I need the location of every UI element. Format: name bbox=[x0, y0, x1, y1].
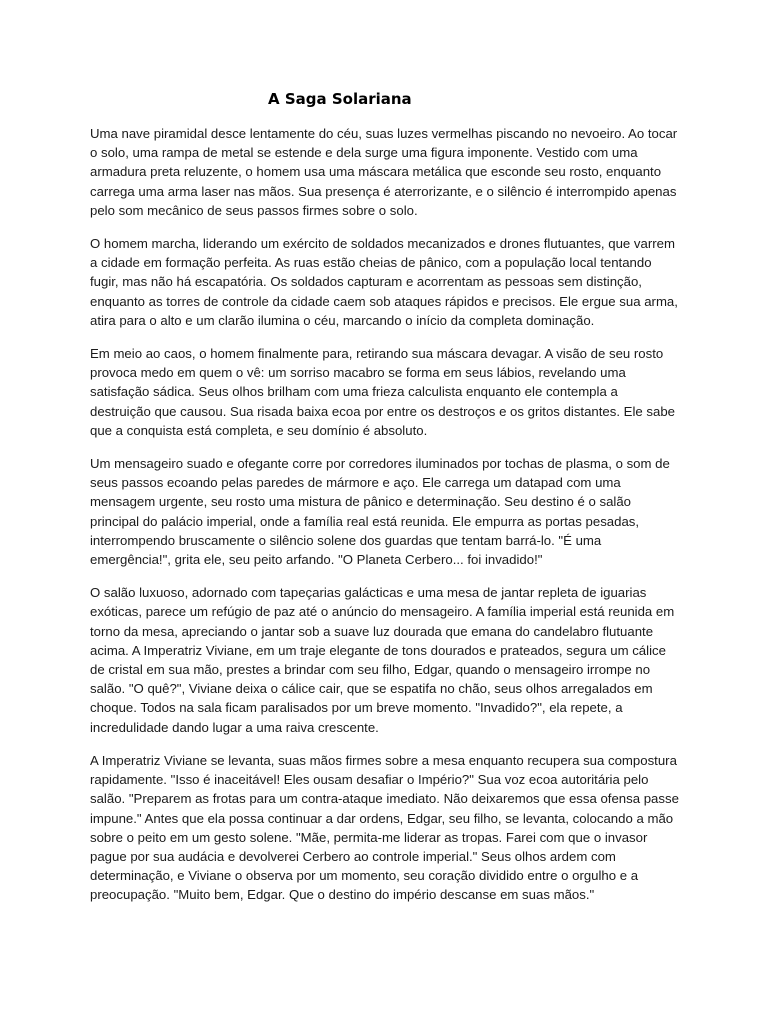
document-body bbox=[90, 124, 682, 919]
document-title: A Saga Solariana bbox=[268, 90, 412, 108]
paragraph: O salão luxuoso, adornado com tapeçarias galácticas e uma mesa de jantar repleta de iguarias exóticas, parece um refúgio de paz até o anúncio do mensageiro. A família imperial está reunida em torno da mesa, apreciando o jantar sob a suave luz dourada que emana do candelabro flutuante acima. A Imperatriz Viviane, em um traje elegante de tons dourados e prateados, segura um cálice de cristal em sua mão, prestes a brindar com seu filho, Edgar, quando o mensageiro irrompe no salão. "O quê?", Viviane deixa o cálice cair, que se espatifa no chão, seus olhos arregalados em choque. Todos na sala ficam paralisados por um breve momento. "Invadido?", ela repete, a incredulidade dando lugar a uma raiva crescente. bbox=[90, 585, 675, 735]
paragraph: Em meio ao caos, o homem finalmente para, retirando sua máscara devagar. A visão de seu rosto provoca medo em quem o vê: um sorriso macabro se forma em seus lábios, revelando uma satisfação sádica. Seus olhos brilham com uma frieza calculista enquanto ele contempla a destruição que causou. Sua risada baixa ecoa por entre os destroços e os gritos distantes. Ele sabe que a conquista está completa, e seu domínio é absoluto. bbox=[90, 346, 675, 438]
paragraph: Um mensageiro suado e ofegante corre por corredores iluminados por tochas de plasma, o som de seus passos ecoando pelas paredes de mármore e aço. Ele carrega um datapad com uma mensagem urgente, seu rosto uma mistura de pânico e determinação. Seu destino é o salão principal do palácio imperial, onde a família real está reunida. Ele empurra as portas pesadas, interrompendo bruscamente o silêncio solene dos guardas que tentam barrá-lo. "É uma emergência!", grita ele, seu peito arfando. "O Planeta Cerbero... foi invadido!" bbox=[90, 456, 670, 568]
paragraph: O homem marcha, liderando um exército de soldados mecanizados e drones flutuantes, que varrem a cidade em formação perfeita. As ruas estão cheias de pânico, com a população local tentando fugir, mas não há escapatória. Os soldados capturam e acorrentam as pessoas sem distinção, enquanto as torres de controle da cidade caem sob ataques rápidos e precisos. Ele ergue sua arma, atira para o alto e um clarão ilumina o céu, marcando o início da completa dominação. bbox=[90, 236, 678, 328]
paragraph: A Imperatriz Viviane se levanta, suas mãos firmes sobre a mesa enquanto recupera sua compostura rapidamente. "Isso é inaceitável! Eles ousam desafiar o Império?" Sua voz ecoa autoritária pelo salão. "Preparem as frotas para um contra-ataque imediato. Não deixaremos que essa ofensa passe impune." Antes que ela possa continuar a dar ordens, Edgar, seu filho, se levanta, colocando a mão sobre o peito em um gesto solene. "Mãe, permita-me liderar as tropas. Farei com que o invasor pague por sua audácia e devolverei Cerbero ao controle imperial." Seus olhos ardem com determinação, e Viviane o observa por um momento, seu coração dividido entre o orgulho e a preocupação. "Muito bem, Edgar. Que o destino do império descanse em suas mãos." bbox=[90, 752, 679, 903]
paragraph: Uma nave piramidal desce lentamente do céu, suas luzes vermelhas piscando no nevoeiro. Ao tocar o solo, uma rampa de metal se estende e dela surge uma figura imponente. Vestido com uma armadura preta reluzente, o homem usa uma máscara metálica que esconde seu rosto, enquanto carrega uma arma laser nas mãos. Sua presença é aterrorizante, e o silêncio é interrompido apenas pelo som mecânico de seus passos firmes sobre o solo. bbox=[90, 126, 678, 218]
